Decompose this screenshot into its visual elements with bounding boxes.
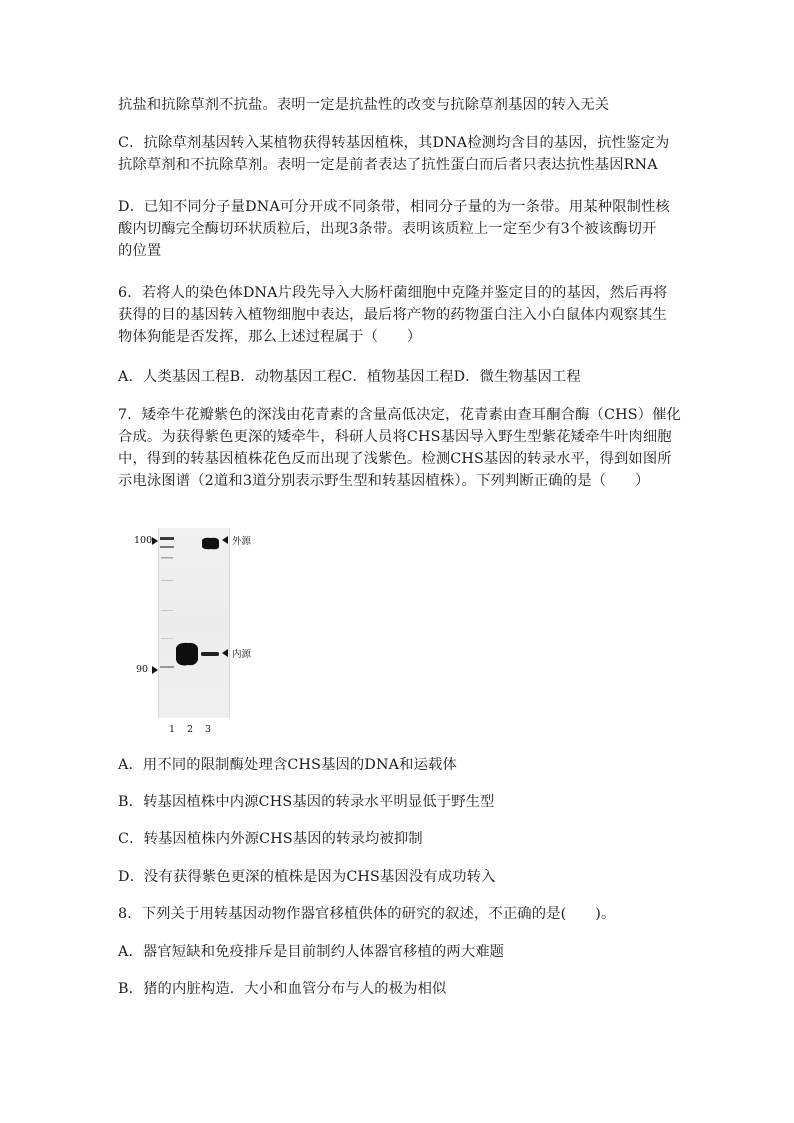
ladder-band xyxy=(161,610,173,611)
option-d-previous xyxy=(118,196,680,262)
text-line: 物体狗能是否发挥，那么上述过程属于（ ） xyxy=(118,329,422,345)
endogenous-arrow-icon xyxy=(222,649,228,657)
text-line: 中，得到的转基因植株花色反而出现了浅紫色。检测CHS基因的转录水平，得到如图所 xyxy=(118,451,672,467)
text-line: A．人类基因工程B．动物基因工程C．植物基因工程D．微生物基因工程 xyxy=(118,369,581,385)
question-7 xyxy=(118,404,680,492)
option-b: B．转基因植株中内源CHS基因的转录水平明显低于野生型 xyxy=(118,794,495,810)
text-line: 示电泳图谱（2道和3道分别表示野生型和转基因植株）。下列判断正确的是（ ） xyxy=(118,473,650,489)
text-line: 7．矮牵牛花瓣紫色的深浅由花青素的含量高低决定，花青素由查耳酮合酶（CHS）催化 xyxy=(118,407,681,423)
text-line: 6．若将人的染色体DNA片段先导入大肠杆菌细胞中克隆并鉴定目的的基因，然后再将 xyxy=(118,285,668,301)
marker-100-label: 100 xyxy=(134,535,153,546)
gel-bands xyxy=(130,520,280,745)
question-8-option-b: B．猪的内脏构造．大小和血管分布与人的极为相似 xyxy=(118,981,447,997)
electrophoresis-figure xyxy=(130,520,280,745)
ladder-band xyxy=(160,537,174,540)
lane-3-endogenous-band xyxy=(201,652,219,656)
text-line: 抗盐和抗除草剂不抗盐。表明一定是抗盐性的改变与抗除草剂基因的转入无关 xyxy=(118,97,610,113)
ladder-band xyxy=(161,580,173,581)
lane-label: 2 xyxy=(187,724,194,735)
text-line: 的位置 xyxy=(118,243,162,259)
paragraph-continuation xyxy=(118,94,680,116)
ladder-band xyxy=(160,666,174,668)
ladder-band xyxy=(160,546,174,548)
option-c: C．转基因植株内外源CHS基因的转录均被抑制 xyxy=(118,831,423,847)
ladder-band xyxy=(161,638,173,639)
lane-label: 3 xyxy=(205,724,212,735)
ladder-band xyxy=(161,557,173,559)
lane-label: 1 xyxy=(169,724,176,735)
option-c-previous xyxy=(118,132,680,176)
question-6 xyxy=(118,282,680,348)
option-d: D．没有获得紫色更深的植株是因为CHS基因没有成功转入 xyxy=(118,869,496,885)
exogenous-arrow-icon xyxy=(222,536,228,544)
option-a: A．用不同的限制酶处理含CHS基因的DNA和运载体 xyxy=(118,757,457,773)
lane-2-endogenous-band xyxy=(176,643,198,666)
question-6-options xyxy=(118,366,680,388)
endogenous-label: 内源 xyxy=(232,649,252,660)
question-8-stem: 8．下列关于用转基因动物作器官移植供体的研究的叙述，不正确的是( )。 xyxy=(118,906,616,922)
text-line: D．已知不同分子量DNA可分开成不同条带，相同分子量的为一条带。用某种限制性核 xyxy=(118,199,670,215)
text-line: C．抗除草剂基因转入某植物获得转基因植株，其DNA检测均含目的基因，抗性鉴定为 xyxy=(118,135,670,151)
question-8-option-a: A．器官短缺和免疫排斥是目前制约人体器官移植的两大难题 xyxy=(118,944,505,960)
lane-3-exogenous-band xyxy=(202,538,219,550)
text-line: 合成。为获得紫色更深的矮牵牛，科研人员将CHS基因导入野生型紫花矮牵牛叶肉细胞 xyxy=(118,429,672,445)
text-line: 抗除草剂和不抗除草剂。表明一定是前者表达了抗性蛋白而后者只表达抗性基因RNA xyxy=(118,157,658,173)
exogenous-label: 外源 xyxy=(232,536,252,547)
text-line: 酸内切酶完全酶切环状质粒后，出现3条带。表明该质粒上一定至少有3个被该酶切开 xyxy=(118,221,657,237)
text-line: 获得的目的基因转入植物细胞中表达，最后将产物的药物蛋白注入小白鼠体内观察其生 xyxy=(118,307,667,323)
marker-90-label: 90 xyxy=(136,664,149,675)
